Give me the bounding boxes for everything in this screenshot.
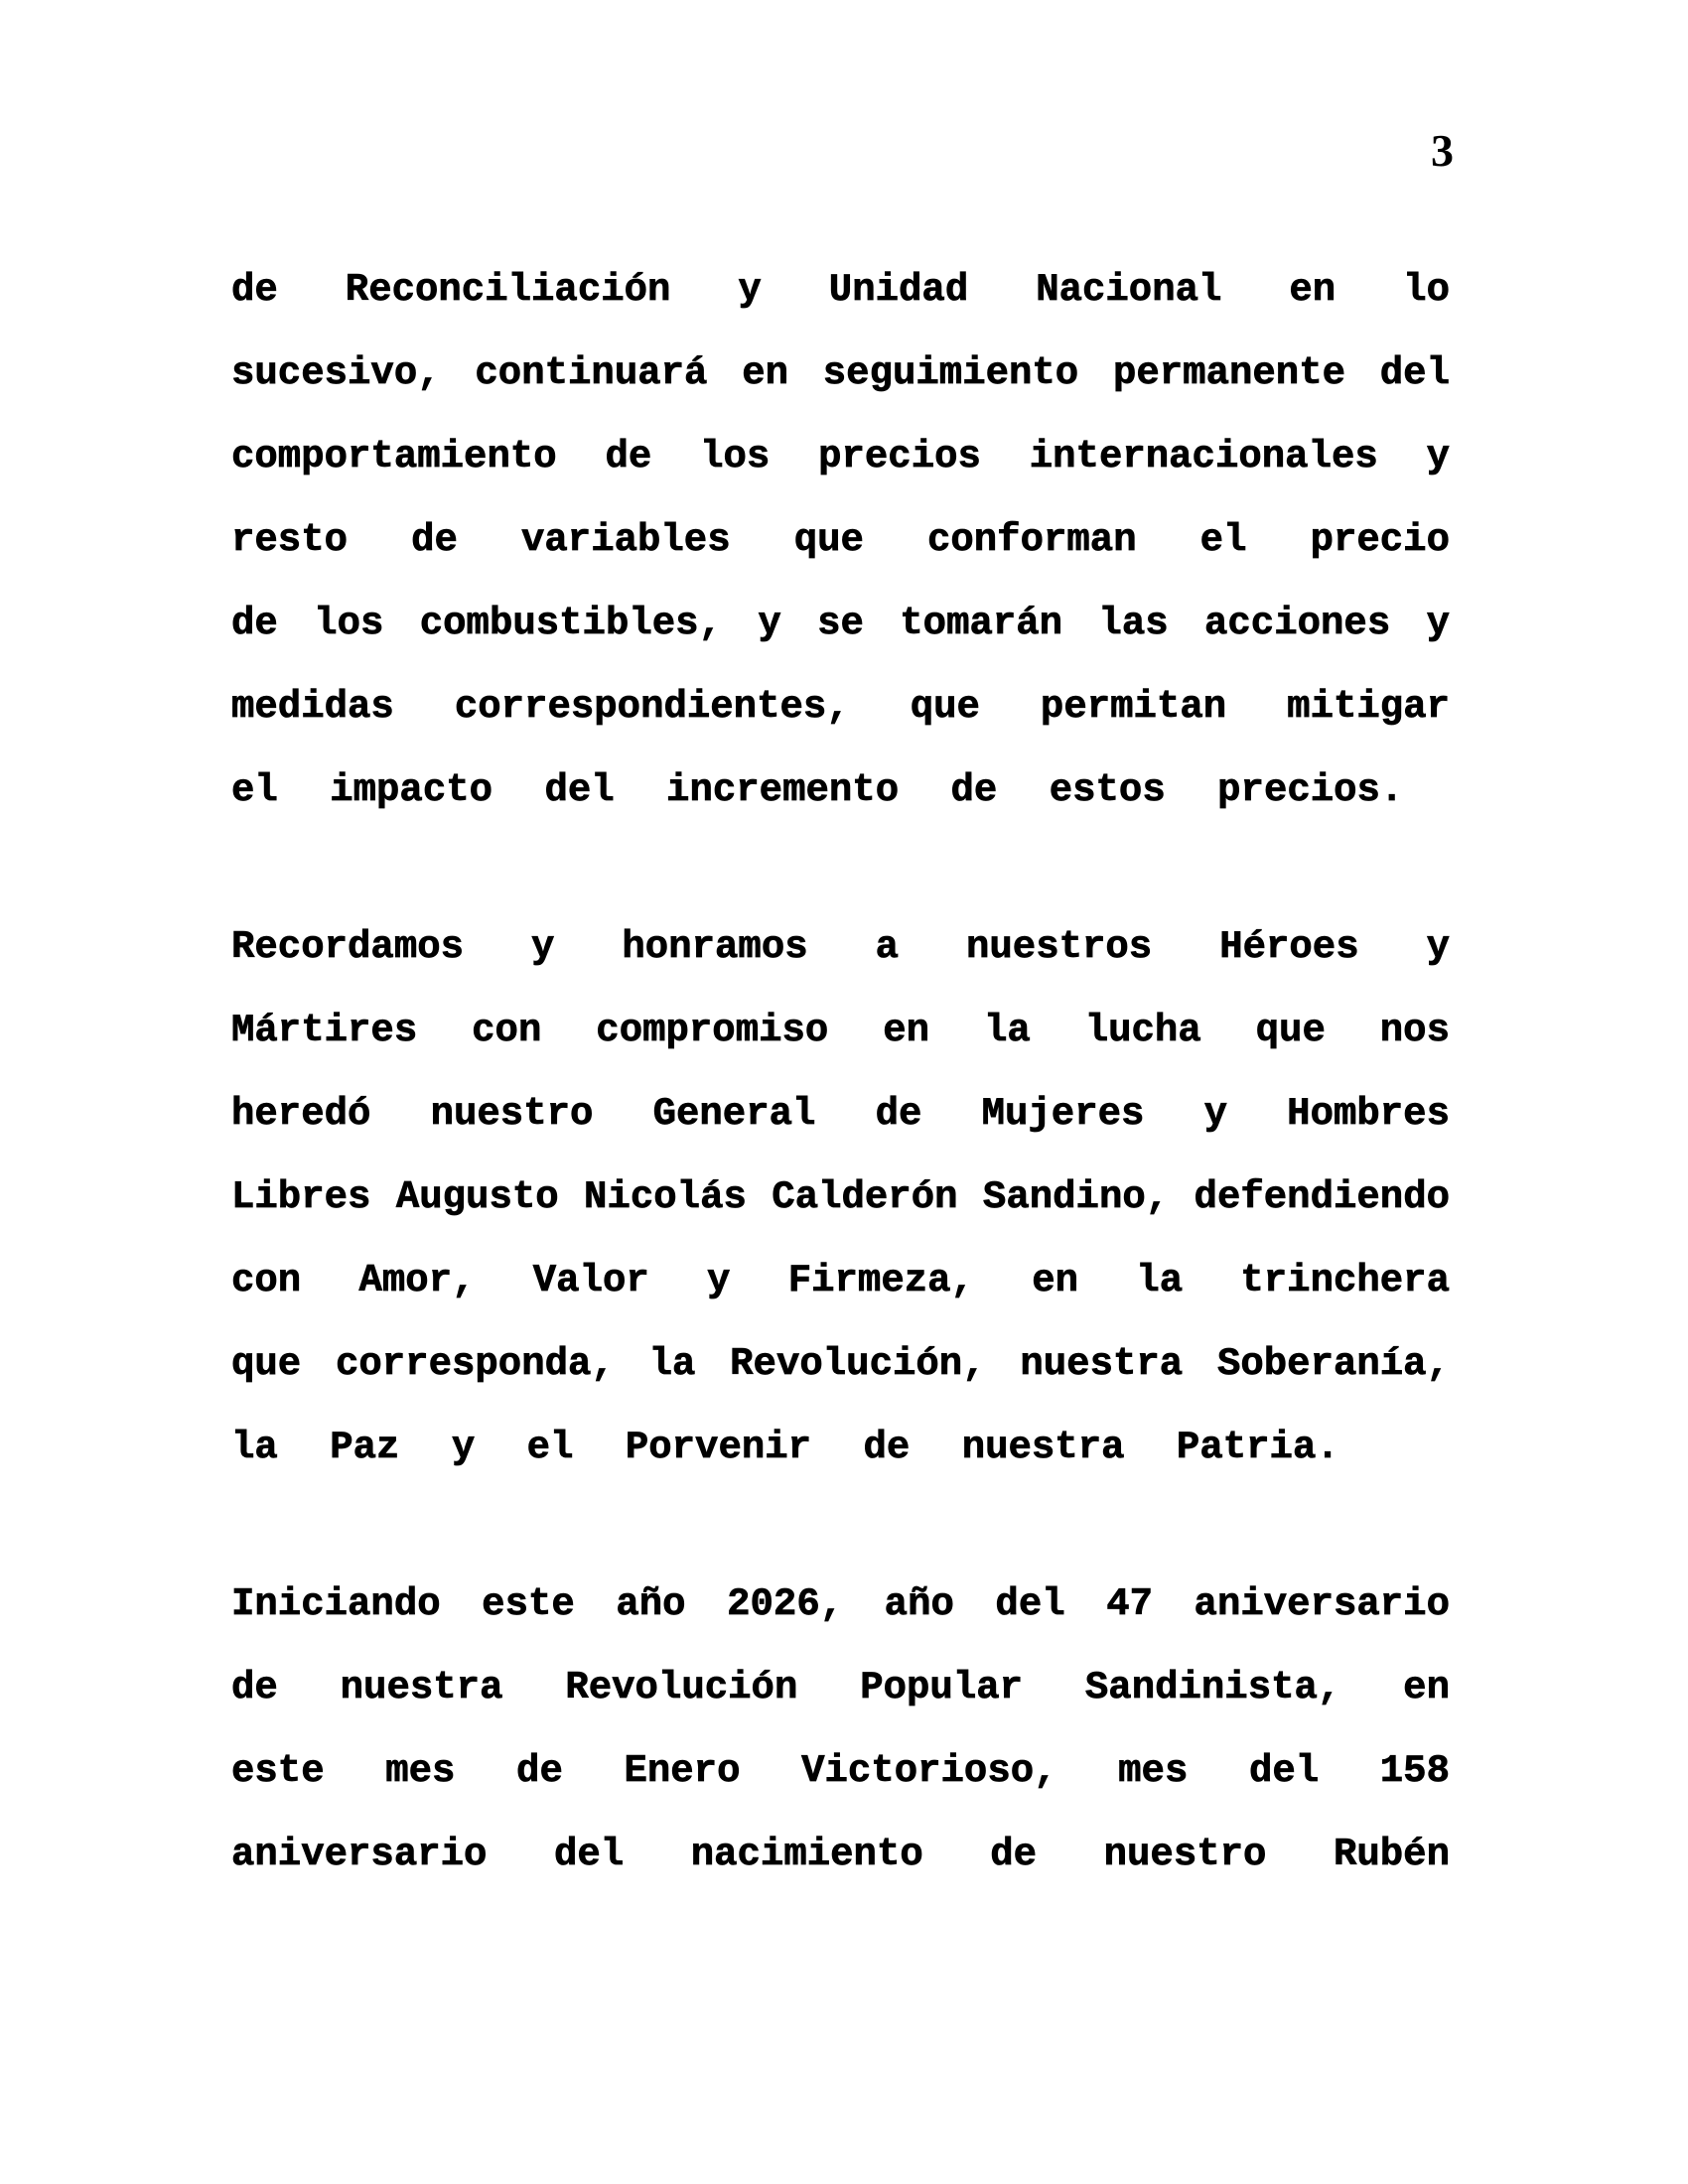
text-line: Iniciando este año 2026, año del 47 aniversario: [231, 1582, 1450, 1626]
text-line: de Reconciliación y Unidad Nacional en lo: [231, 268, 1450, 312]
text-line: comportamiento de los precios internacionales y: [231, 435, 1450, 478]
text-line: con Amor, Valor y Firmeza, en la trinchera: [231, 1259, 1450, 1302]
text-line: sucesivo, continuará en seguimiento permanente del: [231, 351, 1450, 395]
paragraph: [231, 248, 1450, 832]
document-text: [231, 248, 1450, 1970]
text-line: este mes de Enero Victorioso, mes del 158: [231, 1749, 1450, 1793]
text-line: Mártires con compromiso en la lucha que nos: [231, 1009, 1450, 1052]
text-line: Recordamos y honramos a nuestros Héroes y: [231, 925, 1450, 969]
text-line: heredó nuestro General de Mujeres y Hombres: [231, 1092, 1450, 1136]
text-line: de los combustibles, y se tomarán las acciones y: [231, 602, 1450, 645]
text-line: aniversario del nacimiento de nuestro Rubén: [231, 1833, 1450, 1876]
text-line: de nuestra Revolución Popular Sandinista, en: [231, 1666, 1450, 1709]
text-line: la Paz y el Porvenir de nuestra Patria.: [231, 1426, 1339, 1469]
text-line: resto de variables que conforman el precio: [231, 518, 1450, 562]
text-line: medidas correspondientes, que permitan mitigar: [231, 685, 1450, 729]
page-number: 3: [1431, 125, 1454, 176]
text-line: el impacto del incremento de estos precios.: [231, 768, 1404, 812]
text-line: que corresponda, la Revolución, nuestra Soberanía,: [231, 1342, 1450, 1386]
text-line: Libres Augusto Nicolás Calderón Sandino, defendiendo: [231, 1175, 1450, 1219]
paragraph: [231, 1563, 1450, 1896]
paragraph: [231, 905, 1450, 1489]
